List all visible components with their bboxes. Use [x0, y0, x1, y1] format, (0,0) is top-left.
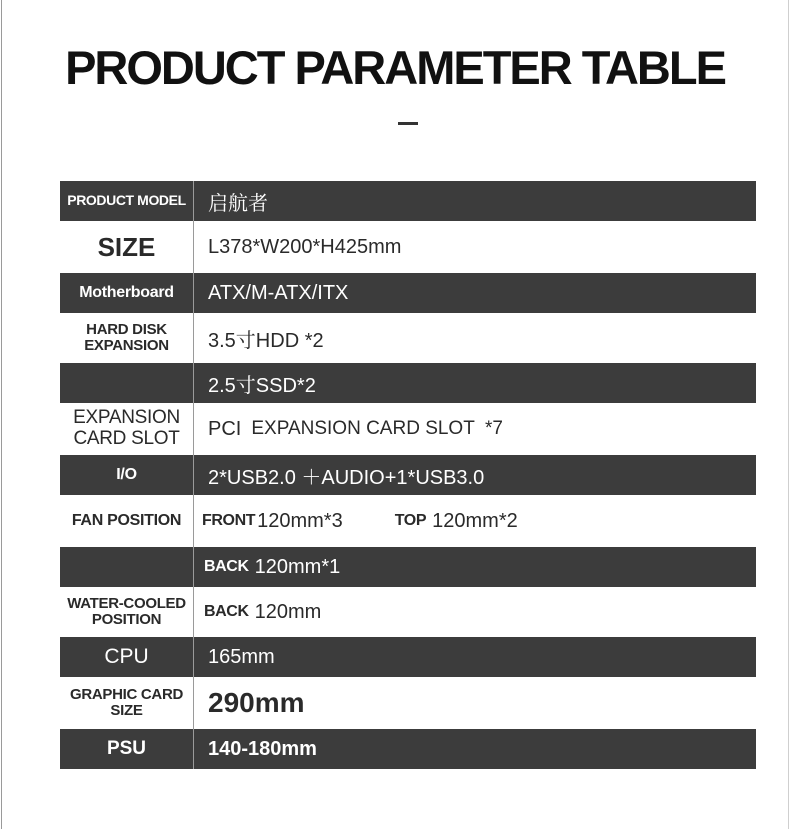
back-value: 120mm*1 [254, 555, 341, 578]
title-divider [398, 122, 418, 125]
front-label: FRONT [202, 512, 256, 529]
table-row-fan-back [60, 547, 756, 587]
row-label [60, 363, 193, 403]
row-value: ATX/M-ATX/ITX [208, 281, 349, 304]
top-value: 120mm*2 [432, 509, 518, 532]
row-value [194, 403, 756, 455]
row-label: EXPANSION CARD SLOT [73, 407, 180, 449]
row-label: HARD DISK EXPANSION [84, 320, 169, 354]
graphic-card-value: 290mm [208, 687, 305, 718]
table-row-fan-position [60, 495, 756, 547]
row-value: 2*USB2.0 ＋AUDIO+1*USB3.0 [208, 466, 485, 489]
table-row-cpu [60, 637, 756, 677]
row-label: FAN POSITION [71, 512, 182, 530]
frame-border-right [788, 0, 789, 829]
back-value: 120mm [254, 600, 322, 623]
row-value-prefix: PCI [208, 417, 242, 440]
table-row-psu [60, 729, 756, 769]
row-value: 3.5寸HDD *2 [208, 329, 324, 352]
front-value: 120mm*3 [257, 509, 343, 532]
row-value-text: EXPANSION CARD SLOT *7 [251, 418, 503, 439]
row-value: 启航者 [208, 192, 268, 215]
back-label: BACK [204, 603, 249, 620]
row-label: PSU [106, 737, 147, 759]
row-value [194, 729, 756, 769]
row-label: Motherboard [79, 284, 174, 302]
row-label: GRAPHIC CARD SIZE [69, 685, 184, 719]
frame-border-left [1, 0, 2, 829]
row-label: SIZE [97, 231, 156, 262]
row-value: 165mm [208, 645, 275, 668]
table-row-motherboard [60, 273, 756, 313]
table-row-product-model [60, 181, 756, 221]
row-value [194, 495, 756, 547]
row-value: 2.5寸SSD*2 [208, 374, 316, 397]
table-row-expansion-slot [60, 403, 756, 455]
row-value [194, 587, 756, 637]
row-label: I/O [116, 466, 137, 484]
row-value: L378*W200*H425mm [208, 235, 402, 258]
row-label: WATER-COOLED POSITION [67, 594, 186, 628]
top-label: TOP [394, 512, 427, 529]
table-row-hard-disk [60, 313, 756, 363]
row-value [194, 677, 756, 729]
row-label: CPU [104, 645, 149, 669]
table-row-water-cooled [60, 587, 756, 637]
row-label [60, 547, 193, 587]
parameter-table [60, 181, 756, 769]
row-label: PRODUCT MODEL [67, 192, 186, 209]
table-row-io [60, 455, 756, 495]
back-label: BACK [204, 558, 249, 575]
table-row-size [60, 221, 756, 273]
row-value [194, 547, 756, 587]
table-row-graphic-card [60, 677, 756, 729]
page-title: PRODUCT PARAMETER TABLE [65, 41, 725, 94]
psu-value: 140-180mm [208, 737, 317, 760]
table-row-ssd [60, 363, 756, 403]
